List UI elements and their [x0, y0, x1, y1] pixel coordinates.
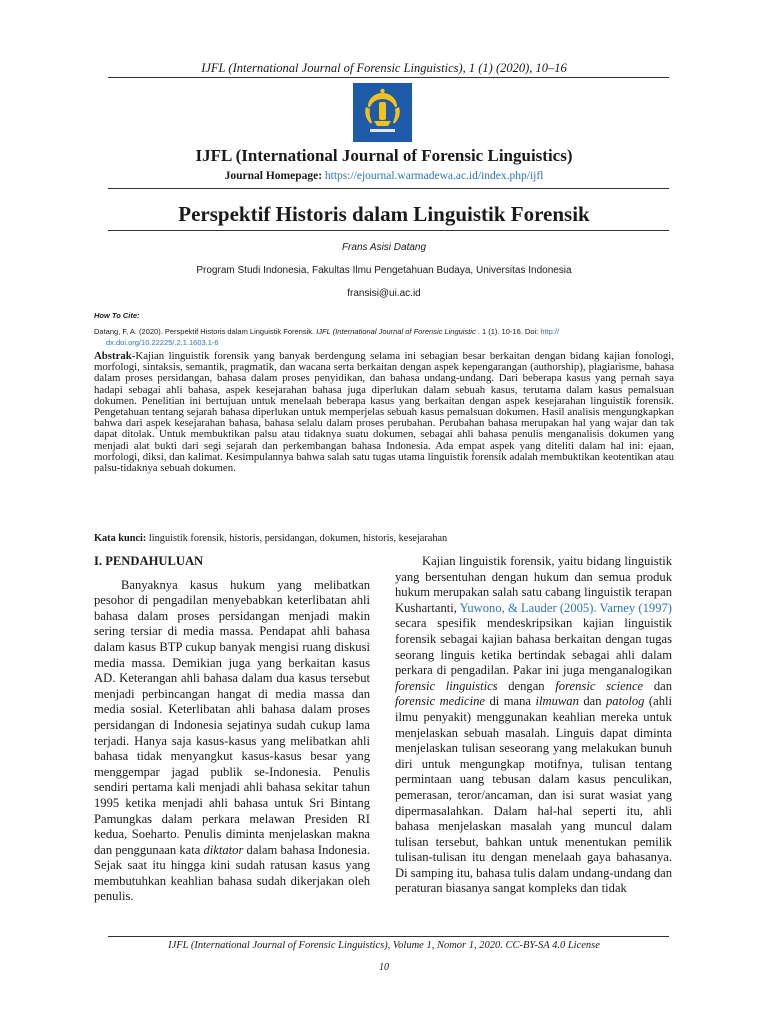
- body-text: dan: [578, 694, 606, 709]
- paper-title: Perspektif Historis dalam Linguistik Forensik: [178, 202, 590, 226]
- doi-link[interactable]: http://: [540, 327, 560, 336]
- how-to-cite-label: How To Cite:: [94, 311, 140, 320]
- body-text: (ahli ilmu penyakit) menggunakan keahlian mereka untuk menjelaskan sebuah masalah. Linguis dapat diminta menjelaskan tulisan seseorang yang melakukan bunuh diri untuk mengungkap motifnya, tulisan tentang permintaan uang tebusan dalam kasus penculikan, pemerasan, teror/ancaman, dan isi surat wasiat yang dipermasalahkan. Dalam hal-hal seperti itu, ahli bahasa menjelaskan masalah yang muncul dalam tulisan tersebut, bahkan untuk menentukan pemilik tulisan-tulisan itu dengan menelaah gaya bahasanya. Di samping itu, bahasa tulis dalam undang-undang dan peraturan biasanya sangat kompleks dan tidak: [395, 694, 673, 896]
- body-text: Banyaknya kasus hukum yang melibatkan pesohor di pengadilan menyebabkan keterlibatan ahli bahasa dalam proses persidangan menjadi makin sering tersiar di media massa. Pendapat ahli bahasa dalam kasus BTP cukup banyak mengisi ruang diskusi media massa. Demikian juga yang berkaitan kasus AD. Keterangan ahli bahasa dalam dua kasus tersebut menjadi perbincangan hangat di media massa dan media sosial. Keterlibatan ahli bahasa dalam proses persidangan di Indonesia sejatinya sudah cukup lama terjadi. Hanya saja kasus-kasus yang melibatkan ahli bahasa tidak menyangkut kasus-kasus besar yang menggempar jagad publik se-Indonesia. Penulis sendiri pertama kali menjadi ahli bahasa sekitar tahun 1995 ketika menjadi ahli bahasa untuk Sri Bintang Pamungkas dalam perkara melawan Presiden RI kedua, Soeharto. Penulis diminta menjelaskan makna dan penggunaan kata: [94, 577, 370, 857]
- author-name: Frans Asisi Datang: [341, 242, 427, 253]
- homepage-link[interactable]: https://ejournal.warmadewa.ac.id/index.php/ijfl: [324, 170, 544, 182]
- body-emphasis: forensic linguistics: [395, 678, 498, 693]
- body-text: dan: [643, 678, 673, 693]
- keywords-label: Kata kunci:: [94, 533, 147, 544]
- author-email: fransisi@ui.ac.id: [347, 288, 421, 299]
- journal-homepage: [0, 170, 768, 182]
- body-text: di mana: [485, 694, 536, 709]
- running-head: IJFL (International Journal of Forensic Linguistics), 1 (1) (2020), 10–16: [201, 61, 567, 75]
- abstract-text: Kajian linguistik forensik yang banyak berdengung selama ini sebagian besar berkaitan dengan bidang kajian fonologi, morfologi, sintaksis, semantik, pragmatik, dan wacana serta berkaitan dengan aspek kepengarangan (authorship), plagiarisme, bahasa dalam proses persidangan, bahasa dalam proses penyidikan, dan bahasa undang-undang. Dari beberapa kasus yang pernah saya hadapi sebagai ahli bahasa, aspek kesejarahan bahasa juga diperlukan dalam sebuah kasus, terutama dalam kasus pemalsuan dokumen. Penelitian ini bertujuan untuk menelaah beberapa kasus yang berkaitan dengan aspek kesejarahan linguistik forensik. Pengetahuan tentang sejarah bahasa diperlukan untuk memperjelas sebuah kasus pemalsuan dokumen. Hasil analisis mengungkapkan bahwa dari aspek kesejarahan bahasa, bahasa selalu dalam proses perubahan. Perubahan bahasa merupakan hal yang wajar dan tak dapat ditolak. Untuk membuktikan palsu atau tidaknya suatu dokumen, sebagai ahli bahasa penulis menganalisis dokumen yang menjadi alat bukti dari segi sejarah dan perkembangan bahasa Indonesia. Ada empat aspek yang diteliti dalam hal ini: ejaan, morfologi, diksi, dan kalimat. Kesimpulannya bahwa salah satu tugas utama linguistik forensik adalah membuktikan keotentikan atau palsu-tidaknya sebuah dokumen.: [94, 350, 674, 475]
- section-heading: I. PENDAHULUAN: [94, 554, 204, 568]
- doi-link-continued[interactable]: dx.doi.org/10.22225/.2.1.1603.1-6: [106, 338, 219, 347]
- citation-details: . 1 (1). 10-16. Doi:: [475, 327, 541, 336]
- author-affiliation: Program Studi Indonesia, Fakultas Ilmu Pengetahuan Budaya, Universitas Indonesia: [196, 265, 572, 276]
- abstract: [94, 351, 674, 474]
- body-emphasis: patolog: [605, 694, 645, 709]
- keywords: [94, 533, 674, 544]
- header-rule: [108, 77, 669, 78]
- body-paragraph: [94, 578, 370, 905]
- body-paragraph: [395, 554, 672, 897]
- body-text: dengan: [497, 678, 556, 693]
- citation-text: Datang, F, A. (2020). Perspektif Historis dalam Linguistik Forensik.: [94, 327, 317, 336]
- left-column: [94, 554, 370, 905]
- citation-journal: IJFL (International Journal of Forensic Linguistic: [316, 327, 476, 336]
- journal-emblem-icon: [353, 83, 412, 142]
- body-text: secara spesifik mendeskripsikan kajian linguistik forensik sebagai kajian bahasa berkaitan dengan tugas seorang linguis ketika bertindak sebagai ahli dalam perkara di pengadilan. Pakar ini juga menganalogikan: [395, 616, 672, 678]
- title-rule-bottom: [108, 230, 669, 231]
- body-emphasis: forensic science: [555, 678, 644, 693]
- body-emphasis: forensic medicine: [395, 694, 486, 709]
- body-emphasis: ilmuwan: [535, 694, 579, 709]
- abstract-label: Abstrak-: [94, 350, 136, 362]
- keywords-text: linguistik forensik, historis, persidangan, dokumen, historis, kesejarahan: [146, 533, 448, 544]
- homepage-label: Journal Homepage:: [224, 170, 325, 182]
- footer-rule: [108, 936, 669, 937]
- right-column: [395, 554, 672, 897]
- journal-title: IJFL (International Journal of Forensic Linguistics): [195, 146, 573, 165]
- body-text: Kajian linguistik forensik, yaitu bidang linguistik yang bersentuhan dengan hukum dan semua produk hukum merupakan salah satu cabang linguistik terapan Kushartanti,: [395, 554, 672, 615]
- title-rule-top: [108, 188, 669, 189]
- citation: [94, 326, 674, 348]
- reference-link[interactable]: Yuwono, & Lauder (2005). Varney (1997): [459, 600, 672, 615]
- footer-license: IJFL (International Journal of Forensic Linguistics), Volume 1, Nomor 1, 2020. CC-BY-SA 4.0 License: [168, 940, 600, 951]
- page-number: 10: [379, 962, 389, 973]
- body-emphasis: diktator: [203, 842, 244, 857]
- body-text: dalam bahasa Indonesia. Sejak saat itu hingga kini sudah ratusan kasus yang membutuhkan keahlian bahasa sudah dikerjakan oleh penulis.: [94, 842, 370, 904]
